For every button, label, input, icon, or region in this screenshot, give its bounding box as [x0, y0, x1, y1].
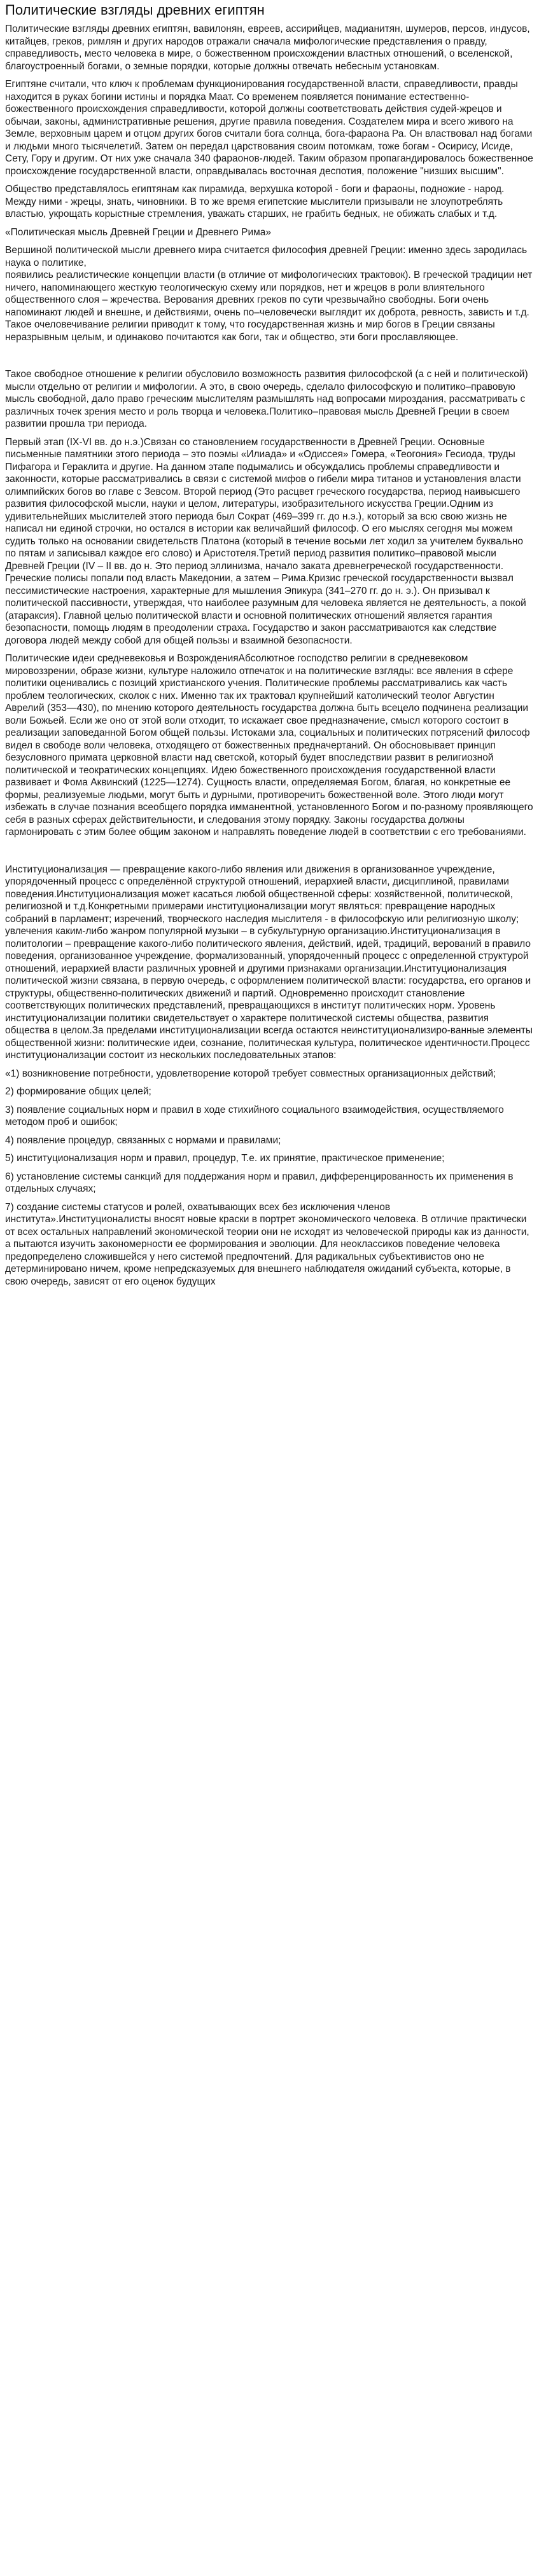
paragraph: Египтяне считали, что ключ к проблемам функционирования государственной власти, справедливости, правды находится в руках богини истины и порядка Маат. Со временем появляется понимание естественно-божественного происхождения справедливости, которой должны соответствовать действия судей-жрецов и обычаи, законы, административные решения, другие правила поведения. Создателем мира и всего живого на Земле, верховным царем и отцом других богов считали бога солнца, бога-фараона Ра. Он властвовал над богами и людьми много тысячелетий. Затем он передал царствования своим потомкам, тоже богам - Осирису, Исиде, Сету, Гору и другим. От них уже сначала 340 фараонов-людей. Таким образом пропагандировалось божественное происхождение государственной власти, оправдывалась восточная деспотия, положение "низших высшим".: [5, 79, 533, 177]
paragraph: 5) институционализация норм и правил, процедур, Т.е. их принятие, практическое применение;: [5, 1153, 445, 1164]
paragraph: «Политическая мысль Древней Греции и Древнего Рима»: [5, 226, 271, 238]
paragraph: Вершиной политической мысли древнего мира считается философия древней Греции: именно здесь зародилась наука о политике, появились реалистические концепции власти (в отличие от мифологических трактовок). В греческой традиции нет ничего, напоминающего жесткую теологическую схему или порядков, нет и жрецов в роли влиятельного общественного слоя – жречества. Верования древних греков по сути чрезвычайно свободны. Боги очень напоминают людей и внешне, и действиями, очень по–человечески выглядит их доброта, ревность, зависть и т.д. Такое очеловечивание религии приводит к тому, что государственная жизнь и мир богов в Греции связаны неразрывным целым, и одинаково почитаются как боги, так и общество, эти боги прославляющее.: [5, 245, 533, 343]
paragraph: Институционализация — превращение какого-либо явления или движения в организованное учреждение, упорядоченный процесс с определённой структурой отношений, иерархией власти, дисциплиной, правилами поведения.Институционализация может касаться любой общественной сферы: хозяйственной, политической, религиозной и т.д.Конкретными примерами институционализации могут являться: превращение народных собраний в парламент; изречений, творческого наследия мыслителя - в философскую или религиозную школу; увлечения каким-либо жанром популярной музыки – в субкультурную организацию.Институционализация в политологии – превращение какого-либо политического явления, действий, идей, традиций, верований в правило поведения, организованное учреждение, формализованный, упорядоченный процесс с определенной структурой отношений, иерархией власти различных уровней и другими признаками организации.Институционализация политической жизни связана, в первую очередь, с оформлением политической власти: государства, его органов и структуры, общественно-политических движений и партий. Одновременно происходит становление соответствующих политических представлений, превращающихся в институт политических норм. Уровень институционализации политики свидетельствует о характере политической системы общества, развития общества в целом.За пределами институционализации всегда остаются неинституционализиро-ванные элементы общественной жизни: политические идеи, сознание, политическая культура, политическое идентичности.Процесс институционализации состоит из нескольких последовательных этапов:: [5, 864, 533, 1061]
paragraph: «1) возникновение потребности, удовлетворение которой требует совместных организационных действий;: [5, 1068, 496, 1079]
paragraph: Политические идеи средневековья и ВозрожденияАбсолютное господство религии в средневековом мировоззрении, образе жизни, культуре наложило отпечаток и на политические взгляды: все явления в сфере политики оценивались с позиций христианского учения. Политические проблемы рассматривались как часть проблем теологических, сколок с них. Именно так их трактовал крупнейший католический теолог Августин Аврелий (353—430), по мнению которого деятельность государства должна быть всецело подчинена реализации воли Божьей. Если же оно от этой воли отходит, то искажает свое предназначение, смысл которого состоит в реализации заповеданной Богом общей пользы. Истоками зла, социальных и политических потрясений философ видел в свободе воли человека, отходящего от божественных предначертаний. Он обосновывает принцип безусловного примата церковной власти над светской, который будет впоследствии развит в религиозной политической и теократических концепциях. Идею божественного происхождения государственной власти развивает и Фома Аквинский (1225—1274). Сущность власти, определяемая Богом, благая, но конкретные ее формы, реализуемые людьми, могут быть и дурными, противоречить божественной воле. Этого люди могут избежать в случае познания всеобщего порядка имманентной, установленного Богом и по-разному проявляющего себя в разных сферах действительности, и следования этому порядку. Законы государства должны гармонировать с этим более общим законом и направлять поведение людей в соответствии с его требованиями.: [5, 653, 533, 837]
section-spacer: [5, 844, 534, 864]
paragraph: 7) создание системы статусов и ролей, охватывающих всех без исключения членов института».Институционалисты вносят новые краски в портрет экономического человека. В отличие практически от всех остальных направлений экономической теории они не исходят из человеческой природы как из данности, а пытаются изучить закономерности ее формирования и эволюции. Для неоклассиков поведение человека предопределено сложившейся у него системой предпочтений. Для радикальных субъективистов оно не детерминировано ничем, кроме непредсказуемых для внешнего наблюдателя ожиданий субъекта, которые, в свою очередь, зависят от его оценок будущих: [5, 1201, 529, 1287]
paragraph: Первый этап (IX-VI вв. до н.э.)Связан со становлением государственности в Древней Греции. Основные письменные памятники этого периода – это поэмы «Илиада» и «Одиссея» Гомера, «Теогония» Гесиода, труды Пифагора и Гераклита и другие. На данном этапе подымались и обсуждались проблемы справедливости и законности, которые рассматривались в связи с системой мифов о гибели мира титанов и установления власти олимпийских богов во главе с Зевсом. Второй период (Это расцвет греческого государства, период наивысшего развития философской мысли, науки и целом, литературы, изобразительного искусства Греции.Одним из удивительнейших мыслителей этого периода был Сократ (469–399 гг. до н.э.), который за всю свою жизнь не написал ни единой строчки, но остался в истории как величайший философ. О его мыслях сегодня мы можем судить только на основании свидетельств Платона (который в течение восьми лет ходил за учителем буквально по пятам и записывал каждое его слово) и Аристотеля.Третий период развития политико–правовой мысли Древней Греции (IV – II вв. до н. Это период эллинизма, начало заката древнегреческой государственности. Греческие полисы попали под власть Македонии, а затем – Рима.Кризис греческой государственности вызвал пессимистические настроения, характерные для мышления Эпикура (341–270 гг. до н. э.). Он призывал к политической пассивности, утверждая, что наиболее разумным для человека является не деятельность, а покой (атараксия). Главной целью политической власти и основной политических отношений является гарантия безопасности, помощь людям в преодолении страха. Государство и закон рассматриваются как следствие договора людей между собой для общей пользы и взаимной безопасности.: [5, 436, 526, 646]
paragraph: 2) формирование общих целей;: [5, 1086, 151, 1097]
page-title: Политические взгляды древних египтян: [5, 2, 265, 18]
paragraph: 6) установление системы санкций для поддержания норм и правил, дифференцированность их применения в отдельных случаях;: [5, 1171, 514, 1194]
article-body: [5, 23, 534, 1288]
paragraph: Такое свободное отношение к религии обусловило возможность развития философской (а с ней и политической) мысли отдельно от религии и мифологии. А это, в свою очередь, сделало философскую и политико–правовую мысль свободной, дало право греческим мыслителям размышлять над вопросами мироздания, рассматривать с различных точек зрения место и роль творца и человека.Политико–правовая мысль Древней Греции в своем развитии прошла три периода.: [5, 369, 528, 429]
paragraph: 3) появление социальных норм и правил в ходе стихийного социального взаимодействия, осуществляемого методом проб и ошибок;: [5, 1104, 504, 1127]
paragraph: 4) появление процедур, связанных с нормами и правилами;: [5, 1134, 281, 1146]
paragraph: Общество представлялось египтянам как пирамида, верхушка которой - боги и фараоны, подножие - народ. Между ними - жрецы, знать, чиновники. В то же время египетские мыслители призывали не злоупотреблять властью, укрощать корыстные стремления, уважать старших, не грабить бедных, не обижать слабых и т.д.: [5, 184, 505, 219]
section-spacer: [5, 349, 534, 368]
paragraph: Политические взгляды древних египтян, вавилонян, евреев, ассирийцев, мадианитян, шумеров, персов, индусов, китайцев, греков, римлян и других народов отражали сначала мифологические представления о правду, справедливость, место человека в мире, о божественном происхождении властных отношений, о вселенской, благоустроенный богами, о земные порядки, которые должны отвечать небесным установкам.: [5, 24, 530, 72]
